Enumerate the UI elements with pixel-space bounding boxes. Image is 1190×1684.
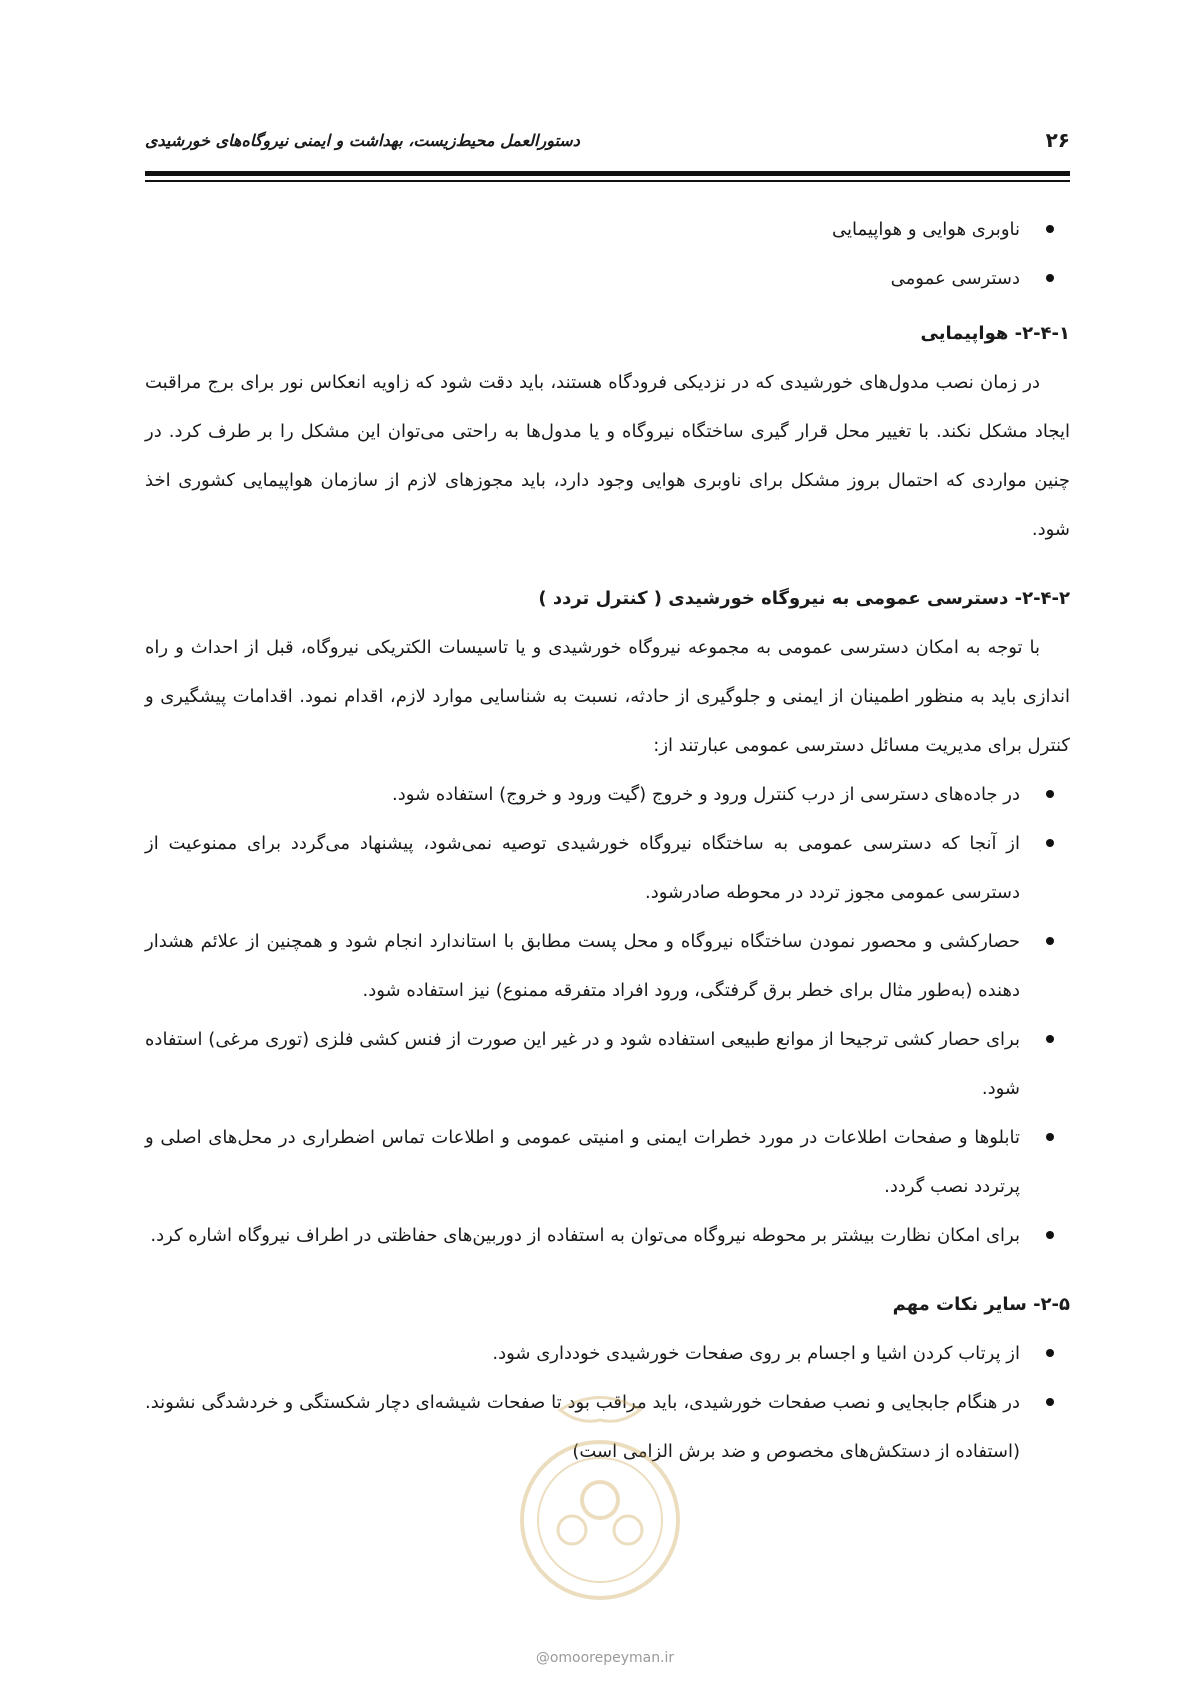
list-item: حصارکشی و محصور نمودن ساختگاه نیروگاه و محل پست مطابق با استاندارد انجام شود و همچنین از علائم هشدار دهنده (به‌طور مثال برای خطر برق گرفتگی، ورود افراد متفرقه ممنوع) نیز استفاده شود. (145, 917, 1070, 1015)
list-item: برای امکان نظارت بیشتر بر محوطه نیروگاه می‌توان به استفاده از دوربین‌های حفاظتی در اطراف نیروگاه اشاره کرد. (145, 1211, 1070, 1260)
running-title: دستورالعمل محیط‌زیست، بهداشت و ایمنی نیروگاه‌های خورشیدی (145, 130, 580, 150)
list-item: دسترسی عمومی (145, 254, 1070, 303)
list-item: در هنگام جابجایی و نصب صفحات خورشیدی، باید مراقب بود تا صفحات شیشه‌ای دچار شکستگی و خردشدگی نشوند. (استفاده از دستکش‌های مخصوص و ضد برش الزامی است) (145, 1378, 1070, 1476)
list-item: برای حصار کشی ترجیحا از موانع طبیعی استفاده شود و در غیر این صورت از فنس کشی فلزی (توری مرغی) استفاده شود. (145, 1015, 1070, 1113)
watermark-logo (500, 1380, 700, 1620)
page-header (145, 125, 1070, 155)
section-heading-2-4-1: ۲-۴-۱- هواپیمایی (920, 323, 1070, 344)
section-heading-2-4-2: ۲-۴-۲- دسترسی عمومی به نیروگاه خورشیدی ( کنترل تردد ) (538, 588, 1070, 609)
header-rule-thick (145, 171, 1070, 176)
watermark-site: @omoorepeyman.ir (535, 1650, 675, 1666)
section-paragraph-2-4-1: در زمان نصب مدول‌های خورشیدی که در نزدیکی فرودگاه هستند، باید دقت شود که زاویه انعکاس نور برای برج مراقبت ایجاد مشکل نکند. با تغییر محل قرار گیری ساختگاه نیروگاه و یا مدول‌ها به راحتی می‌توان این مشکل را بر طرف کرد. در چنین مواردی که احتمال بروز مشکل برای ناوبری هوایی وجود دارد، باید مجوزهای لازم از سازمان هواپیمایی کشوری اخذ شود. (145, 372, 1070, 540)
intro-list (145, 205, 1070, 303)
header-rule-thin (145, 180, 1070, 182)
list-item: از آنجا که دسترسی عمومی به ساختگاه نیروگاه خورشیدی توصیه نمی‌شود، پیشنهاد می‌گردد برای ممنوعیت از دسترسی عمومی مجوز تردد در محوطه صادرشود. (145, 819, 1070, 917)
page-number: ۲۶ (1045, 128, 1070, 152)
section-paragraph-2-4-2: با توجه به امکان دسترسی عمومی به مجموعه نیروگاه خورشیدی و یا تاسیسات الکتریکی نیروگاه، قبل از احداث و راه اندازی باید به منظور اطمینان از ایمنی و جلوگیری از حادثه، نسبت به شناسایی موارد لازم، اقدام نمود. اقدامات پیشگیری و کنترل برای مدیریت مسائل دسترسی عمومی عبارتند از: (145, 637, 1070, 756)
section-heading-2-5: ۲-۵- سایر نکات مهم (892, 1294, 1070, 1315)
list-item: در جاده‌های دسترسی از درب کنترل ورود و خروج (گیت ورود و خروج) استفاده شود. (145, 770, 1070, 819)
list-item: از پرتاب کردن اشیا و اجسام بر روی صفحات خورشیدی خودداری شود. (145, 1329, 1070, 1378)
list-item: ناوبری هوایی و هواپیمایی (145, 205, 1070, 254)
list-item: تابلوها و صفحات اطلاعات در مورد خطرات ایمنی و امنیتی عمومی و اطلاعات تماس اضطراری در محل‌های اصلی و پرتردد نصب گردد. (145, 1113, 1070, 1211)
page-content (145, 205, 1070, 1476)
access-control-list (145, 770, 1070, 1260)
